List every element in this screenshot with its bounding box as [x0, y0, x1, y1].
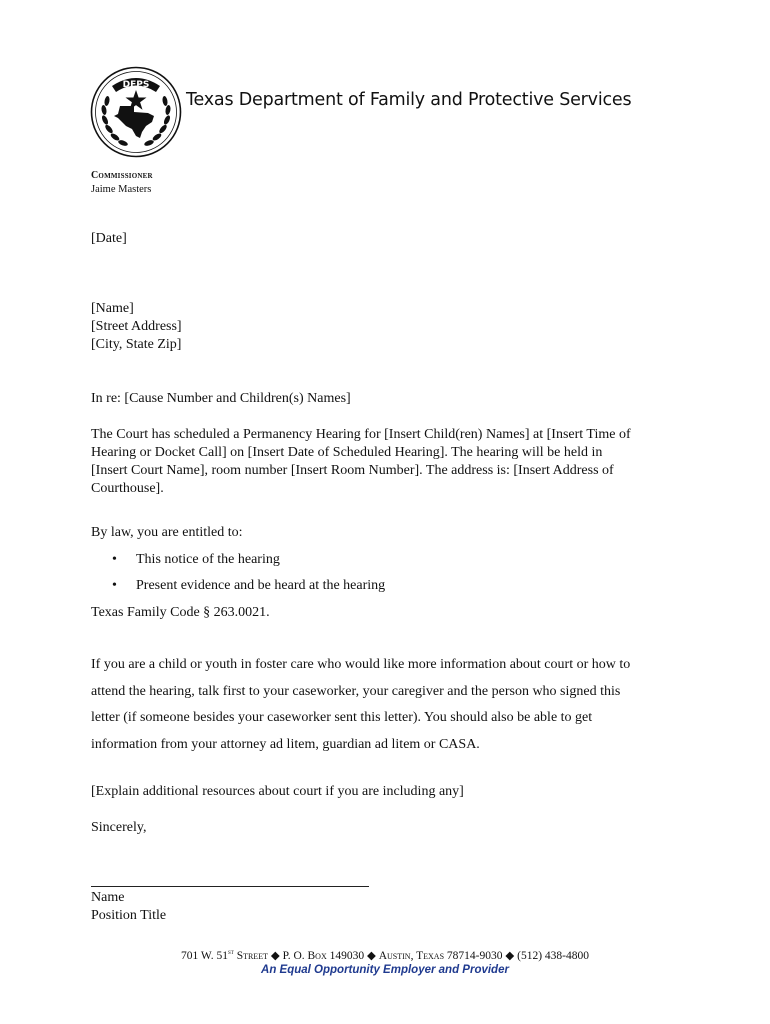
foster-youth-paragraph [91, 656, 691, 763]
bullet-icon: • [112, 578, 117, 593]
paragraph-line: attend the hearing, talk first to your caseworker, your caregiver and the person who signed this [91, 683, 621, 699]
diamond-icon: ◆ [364, 950, 379, 962]
commissioner-label: Commissioner [91, 170, 153, 181]
bullet-text: This notice of the hearing [136, 552, 280, 567]
letter-date: [Date] [91, 231, 127, 246]
paragraph-line: [Insert Court Name], room number [Insert Room Number]. The address is: [Insert Address of [91, 463, 614, 478]
address-line-city: [City, State Zip] [91, 337, 182, 352]
address-line-street: [Street Address] [91, 319, 182, 334]
paragraph-line: information from your attorney ad litem, guardian ad litem or CASA. [91, 737, 480, 753]
code-reference: Texas Family Code § 263.0021. [91, 605, 270, 620]
footer-tagline: An Equal Opportunity Employer and Provider [261, 964, 509, 976]
footer-street-number: 701 W. 51 [181, 950, 228, 962]
footer-street-suffix: st [227, 948, 234, 957]
closing: Sincerely, [91, 820, 147, 835]
paragraph-line: If you are a child or youth in foster care who would like more information about court or how to [91, 657, 631, 672]
paragraph-line: Courthouse]. [91, 481, 164, 496]
signature-line [91, 886, 369, 887]
footer-phone: (512) 438-4800 [517, 950, 589, 962]
hearing-paragraph [91, 426, 691, 498]
footer-zip: 78714-9030 [444, 950, 503, 962]
bullet-item-notice [112, 551, 280, 569]
paragraph-line: letter (if someone besides your caseworker sent this letter). You should also be able to get [91, 710, 593, 726]
explain-resources-line: [Explain additional resources about court if you are including any] [91, 784, 464, 799]
diamond-icon: ◆ [502, 950, 518, 962]
commissioner-name: Jaime Masters [91, 184, 152, 195]
paragraph-line: The Court has scheduled a Permanency Hearing for [Insert Child(ren) Names] at [Insert Time of [91, 427, 631, 442]
in-re-line: In re: [Cause Number and Children(s) Names] [91, 391, 351, 406]
address-line-name: [Name] [91, 301, 134, 316]
footer-city-state: Austin, Texas [378, 950, 445, 962]
entitled-intro: By law, you are entitled to: [91, 525, 243, 540]
footer-address [0, 948, 770, 962]
bullet-item-evidence [112, 577, 385, 595]
bullet-text: Present evidence and be heard at the hearing [136, 578, 386, 593]
footer-po-box: P. O. Box 149030 [282, 950, 365, 962]
seal-text: DFPS [122, 80, 150, 90]
footer-street-word: Street [233, 950, 268, 962]
signature-title: Position Title [91, 908, 167, 923]
paragraph-line: Hearing or Docket Call] on [Insert Date of Scheduled Hearing]. The hearing will be held in [91, 445, 603, 460]
bullet-icon: • [112, 552, 117, 567]
recipient-address [91, 300, 182, 354]
agency-name: Texas Department of Family and Protective Services [186, 90, 632, 110]
diamond-icon: ◆ [267, 950, 283, 962]
dfps-seal-logo [90, 66, 182, 158]
signature-name: Name [91, 890, 125, 905]
